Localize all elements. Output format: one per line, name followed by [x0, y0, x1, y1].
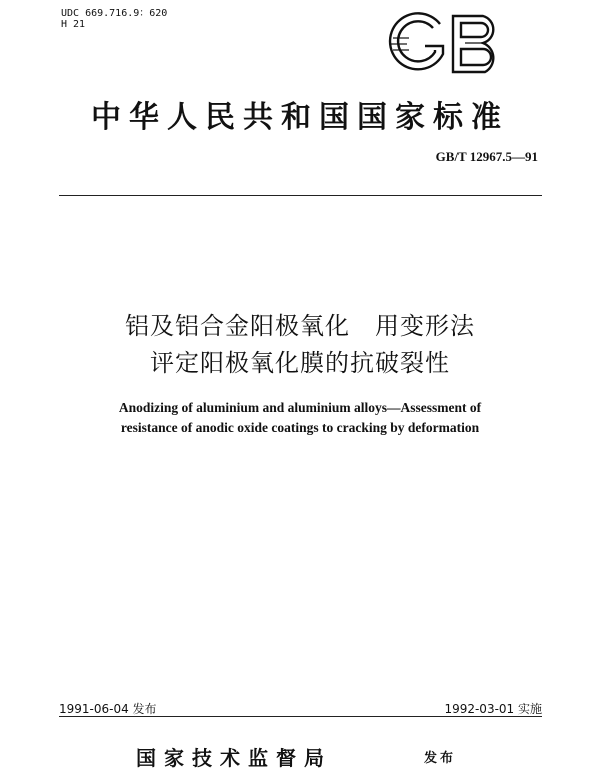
udc-number: UDC 669.716.9：620: [61, 8, 168, 19]
issue-date: 1991-06-04 发布: [59, 702, 157, 716]
udc-block: [61, 8, 167, 30]
chinese-title-line-2: 评定阳极氧化膜的抗破裂性: [150, 349, 450, 377]
standard-code: GB/T 12967.5—91: [435, 149, 538, 164]
gb-logo: [385, 10, 517, 78]
issuing-authority: 国家技术监督局: [136, 746, 332, 770]
english-title-line-1: Anodizing of aluminium and aluminium alloys—Assessment of: [118, 400, 482, 415]
top-divider: [59, 195, 542, 196]
implementation-date: 1992-03-01 实施: [444, 702, 542, 716]
bottom-divider: [59, 716, 542, 717]
english-title-line-2: resistance of anodic oxide coatings to cracking by deformation: [120, 420, 480, 435]
national-standard-heading: 中华人民共和国国家标准: [91, 100, 509, 135]
issuing-authority-suffix: 发布: [424, 751, 457, 766]
chinese-title-line-1: 铝及铝合金阳极氧化 用变形法: [125, 312, 475, 340]
english-title: [40, 398, 560, 438]
classification-code: H 21: [61, 19, 86, 30]
